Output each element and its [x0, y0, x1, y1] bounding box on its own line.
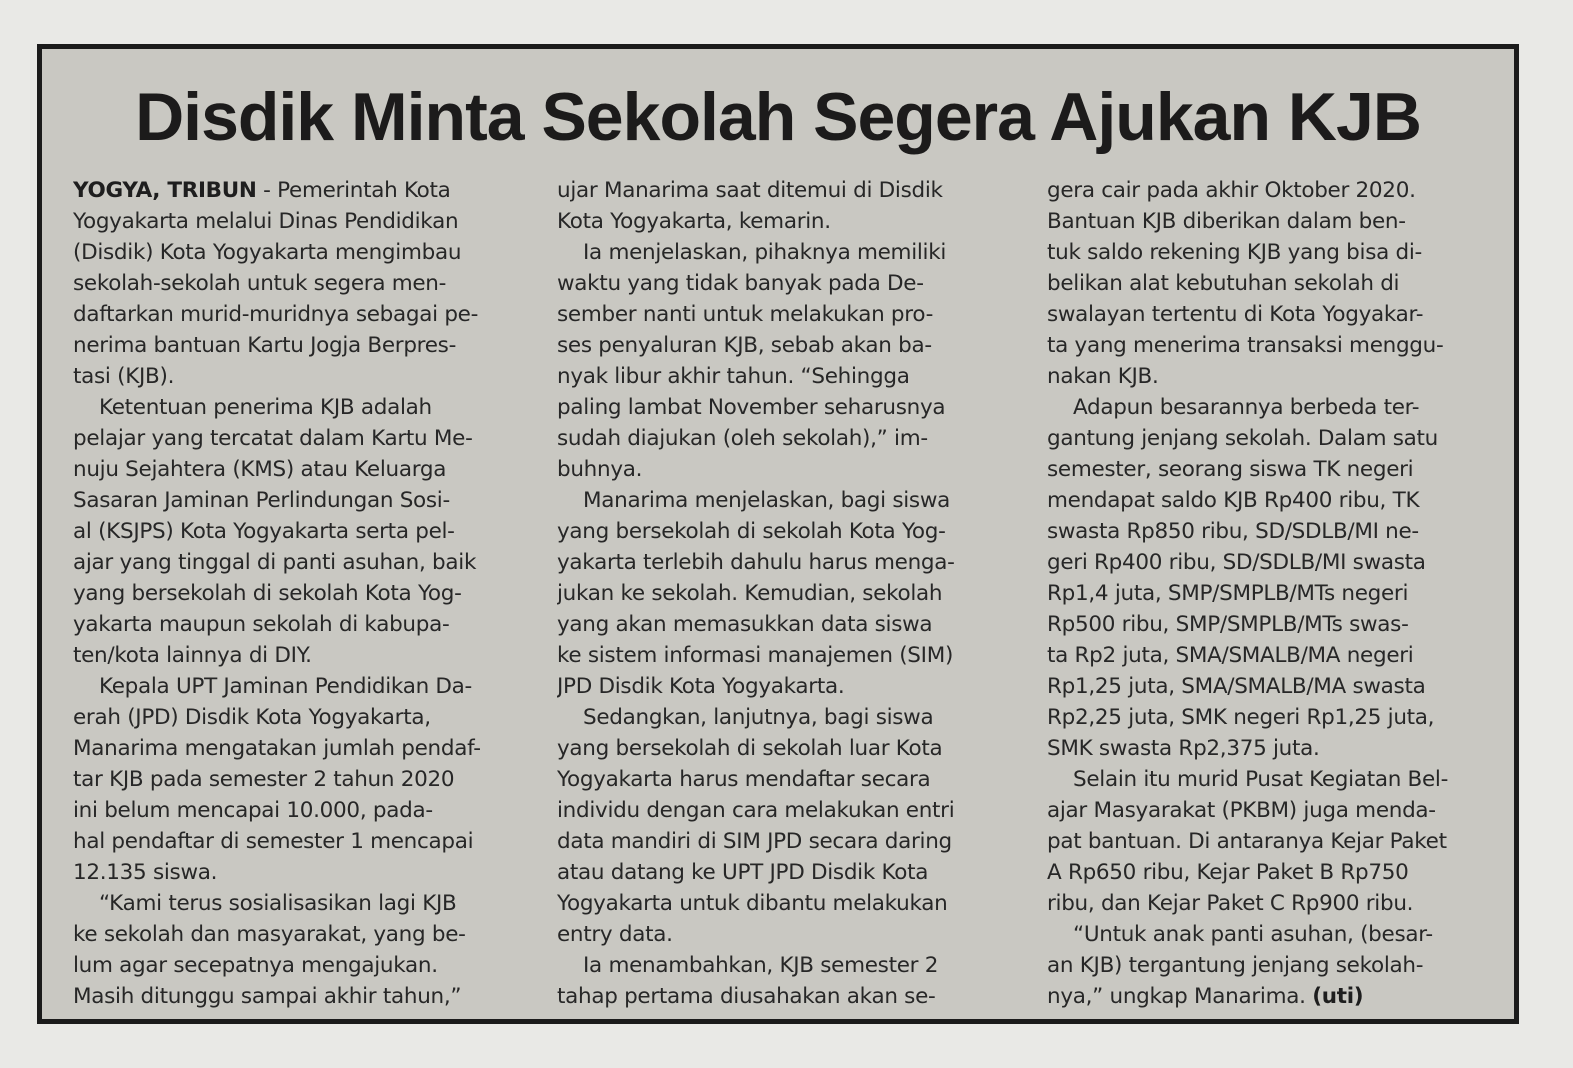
text-line: Masih ditunggu sampai akhir tahun,” — [73, 984, 462, 1009]
text-line: swasta Rp850 ribu, SD/SDLB/MI ne- — [1047, 519, 1419, 544]
text-line: geri Rp400 ribu, SD/SDLB/MI swasta — [1047, 550, 1426, 575]
text-line: waktu yang tidak banyak pada De- — [557, 271, 924, 296]
text-line: paling lambat November seharusnya — [557, 395, 946, 420]
text-line: Adapun besarannya berbeda ter- — [1073, 395, 1420, 420]
text-line: 12.135 siswa. — [73, 860, 218, 885]
text-line: tar KJB pada semester 2 tahun 2020 — [73, 767, 455, 792]
text-line: YOGYA, TRIBUN - Pemerintah Kota — [73, 178, 451, 203]
text-line: Ia menambahkan, KJB semester 2 — [583, 953, 939, 978]
text-line: Rp500 ribu, SMP/SMPLB/MTs swas- — [1047, 612, 1409, 637]
text-line: ta yang menerima transaksi menggu- — [1047, 333, 1444, 358]
text-line: Manarima mengatakan jumlah pendaf- — [73, 736, 481, 761]
text-line: buhnya. — [557, 457, 643, 482]
text-line: yang bersekolah di sekolah luar Kota — [557, 736, 943, 761]
text-line: tuk saldo rekening KJB yang bisa di- — [1047, 240, 1422, 265]
dateline: YOGYA, TRIBUN — [73, 178, 257, 203]
text-line: Yogyakarta harus mendaftar secara — [557, 767, 931, 792]
text-line: Rp1,25 juta, SMA/SMALB/MA swasta — [1047, 674, 1426, 699]
text-line: lum agar secepatnya mengajukan. — [73, 953, 438, 978]
article-column-2 — [557, 175, 1017, 1012]
text-line: Ia menjelaskan, pihaknya memiliki — [583, 240, 947, 265]
text-line: Kepala UPT Jaminan Pendidikan Da- — [99, 674, 473, 699]
text-line: ke sistem informasi manajemen (SIM) — [557, 643, 954, 668]
text-line: nuju Sejahtera (KMS) atau Keluarga — [73, 457, 447, 482]
text-line: Sedangkan, lanjutnya, bagi siswa — [583, 705, 934, 730]
text-line: ke sekolah dan masyarakat, yang be- — [73, 922, 466, 947]
text-line: ajar yang tinggal di panti asuhan, baik — [73, 550, 477, 575]
text-line: Yogyakarta melalui Dinas Pendidikan — [73, 209, 459, 234]
text-line: daftarkan murid-muridnya sebagai pe- — [73, 302, 479, 327]
text-line: ta Rp2 juta, SMA/SMALB/MA negeri — [1047, 643, 1414, 668]
text-line: ujar Manarima saat ditemui di Disdik — [557, 178, 943, 203]
headline: Disdik Minta Sekolah Segera Ajukan KJB — [135, 79, 1421, 155]
text-line: yang bersekolah di sekolah Kota Yog- — [557, 519, 946, 544]
text-line: nerima bantuan Kartu Jogja Berpres- — [73, 333, 457, 358]
text-line: semester, seorang siswa TK negeri — [1047, 457, 1414, 482]
text-line: tahap pertama diusahakan akan se- — [557, 984, 936, 1009]
text-line: sekolah-sekolah untuk segera men- — [73, 271, 447, 296]
text-line: belikan alat kebutuhan sekolah di — [1047, 271, 1400, 296]
text-line: (Disdik) Kota Yogyakarta mengimbau — [73, 240, 462, 265]
article-column-1 — [73, 175, 533, 1012]
text-line: A Rp650 ribu, Kejar Paket B Rp750 — [1047, 860, 1409, 885]
text-line: nya,” ungkap Manarima. (uti) — [1047, 984, 1364, 1009]
text-line: gantung jenjang sekolah. Dalam satu — [1047, 426, 1438, 451]
text-line: an KJB) tergantung jenjang sekolah- — [1047, 953, 1424, 978]
text-line: Manarima menjelaskan, bagi siswa — [583, 488, 950, 513]
text-line: ten/kota lainnya di DIY. — [73, 643, 312, 668]
text-line: data mandiri di SIM JPD secara daring — [557, 829, 952, 854]
text-line: pat bantuan. Di antaranya Kejar Paket — [1047, 829, 1447, 854]
text-line: Rp1,4 juta, SMP/SMPLB/MTs negeri — [1047, 581, 1409, 606]
text-line: yakarta maupun sekolah di kabupa- — [73, 612, 450, 637]
text-line: “Kami terus sosialisasikan lagi KJB — [99, 891, 457, 916]
text-line: Sasaran Jaminan Perlindungan Sosi- — [73, 488, 450, 513]
text-line: nyak libur akhir tahun. “Sehingga — [557, 364, 910, 389]
text-line: ribu, dan Kejar Paket C Rp900 ribu. — [1047, 891, 1414, 916]
text-line: sember nanti untuk melakukan pro- — [557, 302, 934, 327]
text-line: yang bersekolah di sekolah Kota Yog- — [73, 581, 462, 606]
text-line: Ketentuan penerima KJB adalah — [99, 395, 432, 420]
author-signature: (uti) — [1312, 984, 1364, 1009]
text-line: entry data. — [557, 922, 673, 947]
text-line: gera cair pada akhir Oktober 2020. — [1047, 178, 1416, 203]
text-line: ini belum mencapai 10.000, pada- — [73, 798, 433, 823]
text-line: Rp2,25 juta, SMK negeri Rp1,25 juta, — [1047, 705, 1435, 730]
text-line: hal pendaftar di semester 1 mencapai — [73, 829, 474, 854]
text-line: nakan KJB. — [1047, 364, 1159, 389]
text-line: al (KSJPS) Kota Yogyakarta serta pel- — [73, 519, 455, 544]
text-line: Selain itu murid Pusat Kegiatan Bel- — [1073, 767, 1449, 792]
text-line: JPD Disdik Kota Yogyakarta. — [557, 674, 845, 699]
text-line: pelajar yang tercatat dalam Kartu Me- — [73, 426, 473, 451]
text-line: Bantuan KJB diberikan dalam ben- — [1047, 209, 1406, 234]
text-line: individu dengan cara melakukan entri — [557, 798, 955, 823]
text-line: “Untuk anak panti asuhan, (besar- — [1073, 922, 1433, 947]
text-line: atau datang ke UPT JPD Disdik Kota — [557, 860, 929, 885]
text-line: Yogyakarta untuk dibantu melakukan — [557, 891, 948, 916]
text-line: yang akan memasukkan data siswa — [557, 612, 933, 637]
text-line: ajar Masyarakat (PKBM) juga menda- — [1047, 798, 1436, 823]
text-line: SMK swasta Rp2,375 juta. — [1047, 736, 1320, 761]
text-line: mendapat saldo KJB Rp400 ribu, TK — [1047, 488, 1420, 513]
newspaper-clipping — [37, 44, 1519, 1024]
text-line: Kota Yogyakarta, kemarin. — [557, 209, 831, 234]
text-line: jukan ke sekolah. Kemudian, sekolah — [557, 581, 943, 606]
text-line: erah (JPD) Disdik Kota Yogyakarta, — [73, 705, 431, 730]
text-line: tasi (KJB). — [73, 364, 175, 389]
text-line: yakarta terlebih dahulu harus menga- — [557, 550, 955, 575]
article-column-3 — [1047, 175, 1512, 1012]
text-line: swalayan tertentu di Kota Yogyakar- — [1047, 302, 1424, 327]
text-line: ses penyaluran KJB, sebab akan ba- — [557, 333, 932, 358]
text-line: sudah diajukan (oleh sekolah),” im- — [557, 426, 928, 451]
